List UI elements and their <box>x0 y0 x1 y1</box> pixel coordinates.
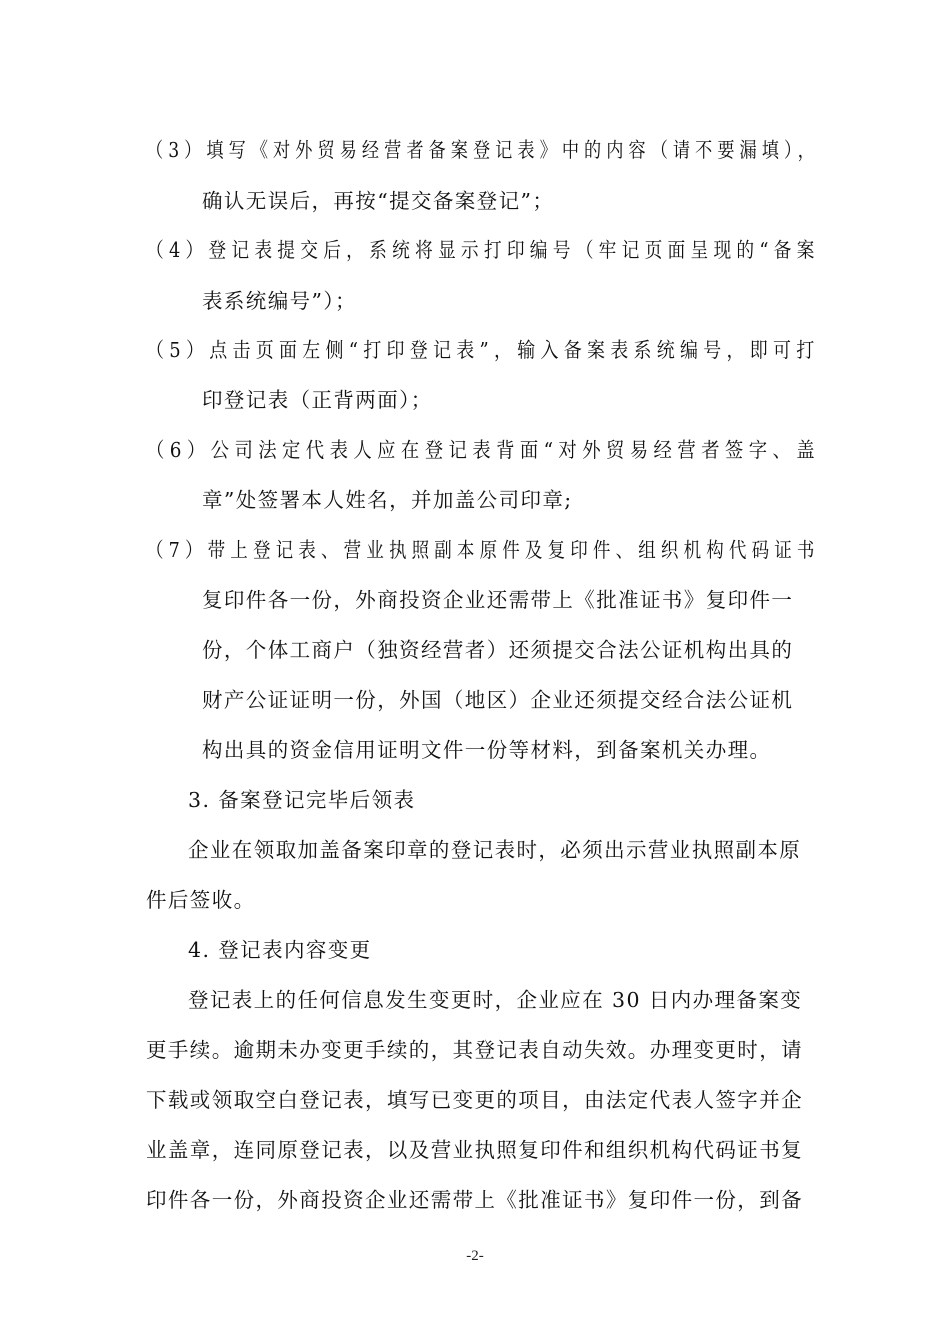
step-5-line-2: 印登记表（正背两面）； <box>202 388 433 412</box>
section-3-body-line-1: 企业在领取加盖备案印章的登记表时，必须出示营业执照副本原 <box>188 838 802 862</box>
section-3-heading: 3. 备案登记完毕后领表 <box>188 788 416 812</box>
section-4-body-line-4: 业盖章，连同原登记表，以及营业执照复印件和组织机构代码证书复 <box>146 1138 803 1162</box>
step-7-line-1: （7）带上登记表、营业执照副本原件及复印件、组织机构代码证书 <box>146 538 820 562</box>
step-7-line-3: 份，个体工商户（独资经营者）还须提交合法公证机构出具的 <box>202 638 794 662</box>
step-7-line-4: 财产公证证明一份，外国（地区）企业还须提交经合法公证机 <box>202 688 794 712</box>
step-7-line-2: 复印件各一份，外商投资企业还需带上《批准证书》复印件一 <box>202 588 794 612</box>
section-4-body-line-1: 登记表上的任何信息发生变更时，企业应在 30 日内办理备案变 <box>188 988 803 1012</box>
section-4-body-line-3: 下载或领取空白登记表，填写已变更的项目，由法定代表人签字并企 <box>146 1088 803 1112</box>
step-7-line-5: 构出具的资金信用证明文件一份等材料，到备案机关办理。 <box>202 738 772 762</box>
step-6-line-1: （6）公司法定代表人应在登记表背面“对外贸易经营者签字、盖 <box>146 438 821 462</box>
section-4-body-line-2: 更手续。逾期未办变更手续的，其登记表自动失效。办理变更时，请 <box>146 1038 803 1062</box>
step-4-line-2: 表系统编号”）； <box>202 289 357 313</box>
section-4-body-line-5: 印件各一份，外商投资企业还需带上《批准证书》复印件一份，到备 <box>146 1188 803 1212</box>
page-number: -2- <box>466 1248 484 1264</box>
section-4-heading: 4. 登记表内容变更 <box>188 938 372 962</box>
step-4-line-1: （4）登记表提交后，系统将显示打印编号（牢记页面呈现的“备案 <box>146 238 820 262</box>
step-3-line-2: 确认无误后，再按“提交备案登记”； <box>202 189 555 213</box>
step-3-line-1: （3）填写《对外贸易经营者备案登记表》中的内容（请不要漏填）， <box>146 138 820 162</box>
section-3-body-line-2: 件后签收。 <box>146 888 256 912</box>
step-5-line-1: （5）点击页面左侧“打印登记表”，输入备案表系统编号，即可打 <box>146 338 820 362</box>
step-6-line-2: 章”处签署本人姓名，并加盖公司印章; <box>202 488 573 512</box>
